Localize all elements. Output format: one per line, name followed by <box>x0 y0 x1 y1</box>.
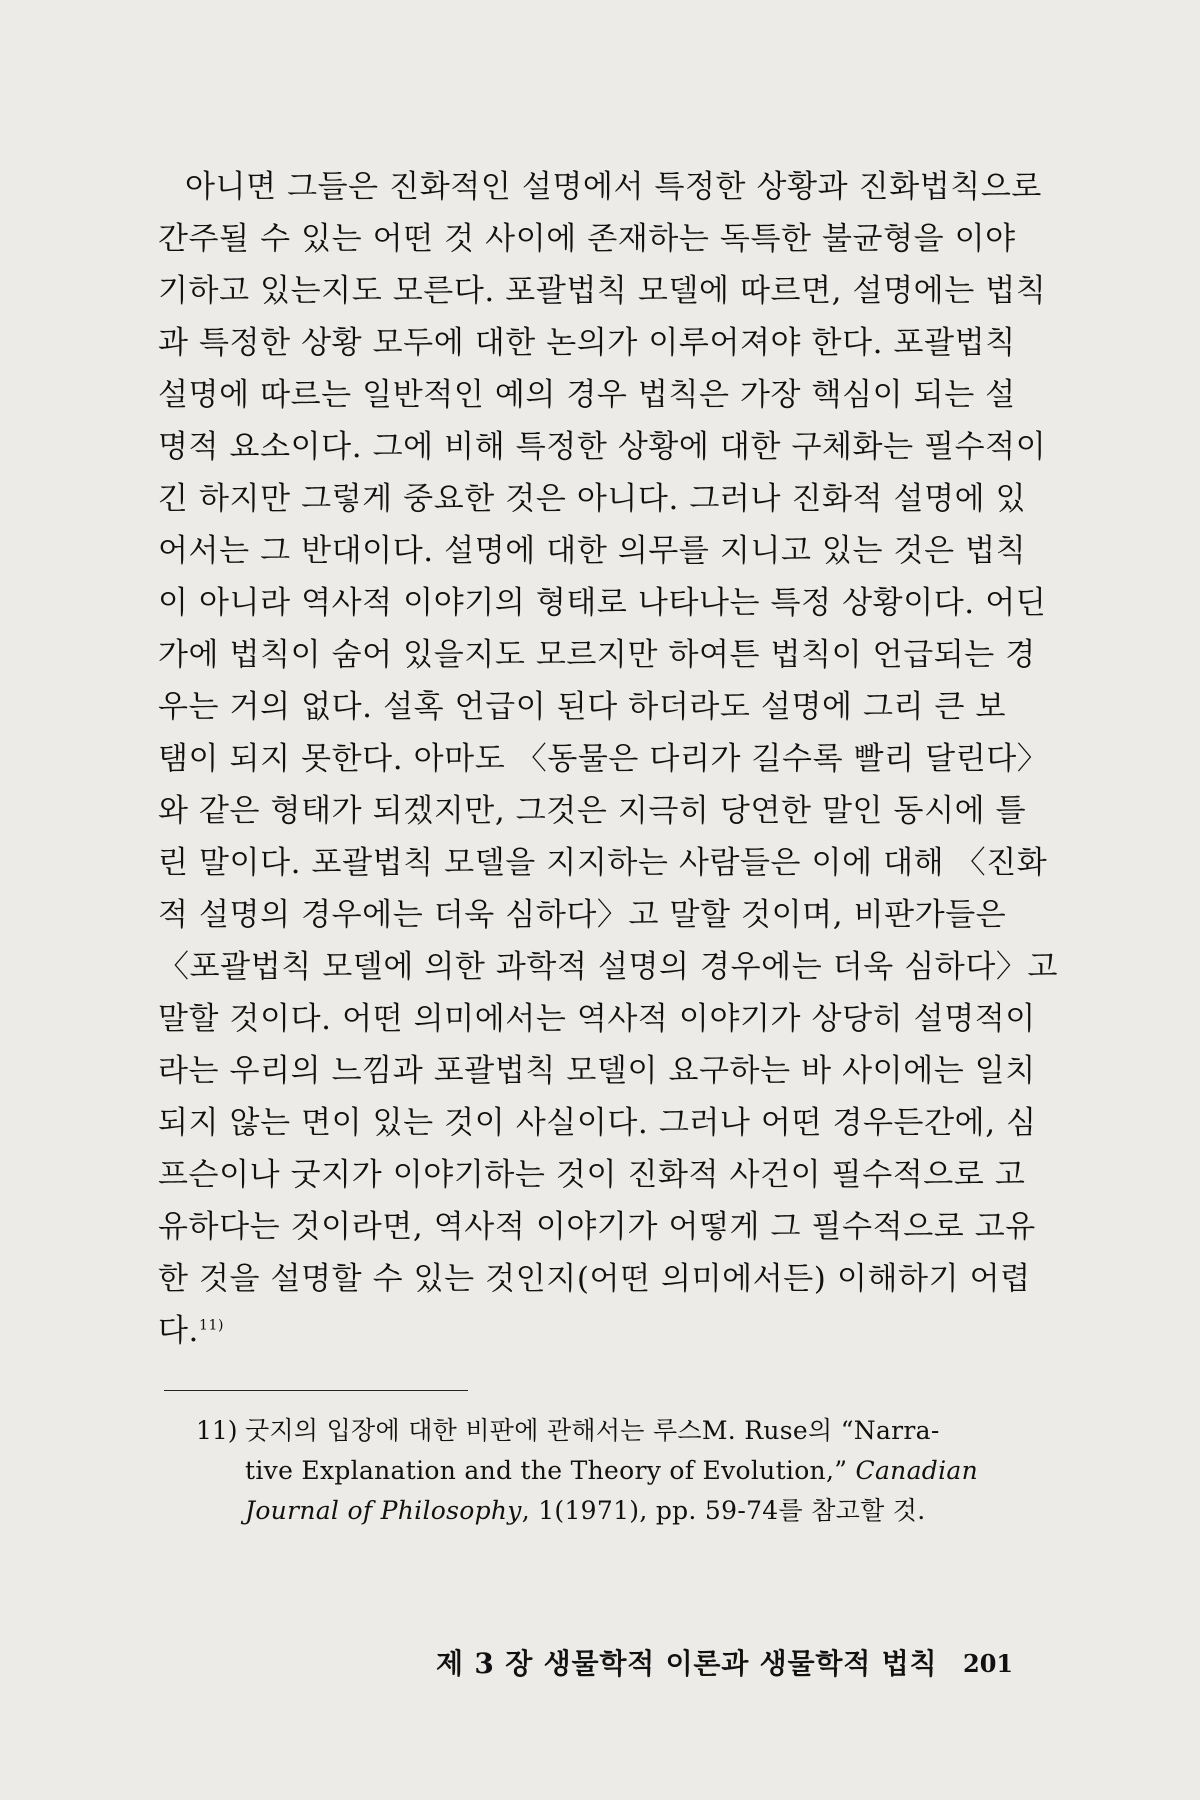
paragraph-line: 라는 우리의 느낌과 포괄법칙 모델이 요구하는 바 사이에는 일치 <box>158 1053 1036 1089</box>
footnote-line-2 <box>245 1452 978 1490</box>
paragraph-line: 한 것을 설명할 수 있는 것인지(어떤 의미에서든) 이해하기 어렵 <box>158 1261 1031 1297</box>
paragraph-line: 되지 않는 면이 있는 것이 사실이다. 그러나 어떤 경우든간에, 심 <box>158 1105 1037 1141</box>
journal-title-part-1: Canadian <box>855 1456 978 1485</box>
paragraph-line: 기하고 있는지도 모른다. 포괄법칙 모델에 따르면, 설명에는 법칙 <box>158 273 1047 309</box>
paragraph-line: 프슨이나 굿지가 이야기하는 것이 진화적 사건이 필수적으로 고 <box>158 1157 1026 1193</box>
paragraph-line: 이 아니라 역사적 이야기의 형태로 나타나는 특정 상황이다. 어딘 <box>158 585 1047 621</box>
paragraph-last-line-text: 다. <box>158 1313 199 1349</box>
paragraph-last-line <box>158 1308 1038 1354</box>
paragraph-line: 우는 거의 없다. 설혹 언급이 된다 하더라도 설명에 그리 큰 보 <box>158 689 1007 725</box>
paragraph-line: 유하다는 것이라면, 역사적 이야기가 어떻게 그 필수적으로 고유 <box>158 1209 1036 1245</box>
footnote-line-3 <box>245 1492 926 1530</box>
running-footer-chapter-title: 제 3 장 생물학적 이론과 생물학적 법칙 <box>436 1647 938 1680</box>
paragraph-line: 긴 하지만 그렇게 중요한 것은 아니다. 그러나 진화적 설명에 있 <box>158 481 1027 517</box>
footnote-separator <box>164 1390 468 1391</box>
footnote-line-3-text: , 1(1971), pp. 59-74를 참고할 것. <box>521 1496 926 1525</box>
paragraph-line: 명적 요소이다. 그에 비해 특정한 상황에 대한 구체화는 필수적이 <box>158 429 1047 465</box>
paragraph-line: 과 특정한 상황 모두에 대한 논의가 이루어져야 한다. 포괄법칙 <box>158 325 1016 361</box>
journal-title-part-2: Journal of Philosophy <box>245 1496 522 1525</box>
footnote-line-2-text: tive Explanation and the Theory of Evolution,” <box>245 1456 856 1485</box>
paragraph-line: 와 같은 형태가 되겠지만, 그것은 지극히 당연한 말인 동시에 틀 <box>158 793 1027 829</box>
footnote-reference: 11) <box>199 1317 225 1334</box>
paragraph-line: 말할 것이다. 어떤 의미에서는 역사적 이야기가 상당히 설명적이 <box>158 1001 1036 1037</box>
footnote-number: 11) <box>196 1416 238 1445</box>
paragraph-line: 어서는 그 반대이다. 설명에 대한 의무를 지니고 있는 것은 법칙 <box>158 533 1027 569</box>
paragraph-line: 〈포괄법칙 모델에 의한 과학적 설명의 경우에는 더욱 심하다〉고 <box>158 949 1059 985</box>
page-number: 201 <box>963 1649 1014 1678</box>
paragraph-line: 적 설명의 경우에는 더욱 심하다〉고 말할 것이며, 비판가들은 <box>158 897 1007 933</box>
paragraph-line: 탬이 되지 못한다. 아마도 〈동물은 다리가 길수록 빨리 달린다〉 <box>158 741 1049 777</box>
paragraph-line: 린 말이다. 포괄법칙 모델을 지지하는 사람들은 이에 대해 〈진화 <box>158 845 1048 881</box>
paragraph-line: 간주될 수 있는 어떤 것 사이에 존재하는 독특한 불균형을 이야 <box>158 221 1016 257</box>
paragraph-line: 가에 법칙이 숨어 있을지도 모르지만 하여튼 법칙이 언급되는 경 <box>158 637 1036 673</box>
paragraph-line: 아니면 그들은 진화적인 설명에서 특정한 상황과 진화법칙으로 <box>185 169 1042 205</box>
footnote-line-1: 굿지의 입장에 대한 비판에 관해서는 루스M. Ruse의 “Narra- <box>245 1416 940 1445</box>
paragraph-line: 설명에 따르는 일반적인 예의 경우 법칙은 가장 핵심이 되는 설 <box>158 377 1016 413</box>
